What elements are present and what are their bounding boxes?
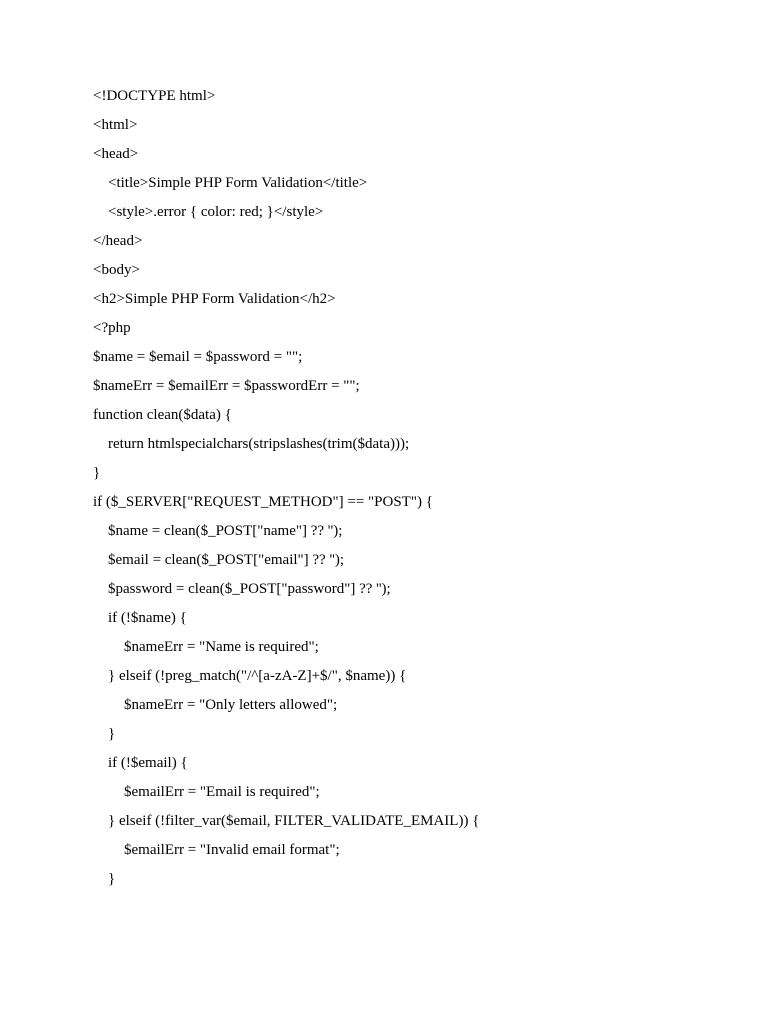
code-line: $emailErr = "Invalid email format";: [124, 842, 340, 858]
code-line: $password = clean($_POST["password"] ?? '');: [108, 581, 391, 597]
code-line: $nameErr = "Only letters allowed";: [124, 697, 338, 713]
code-listing: [93, 86, 479, 898]
code-line: <!DOCTYPE html>: [93, 88, 216, 104]
code-line: $email = clean($_POST["email"] ?? '');: [108, 552, 345, 568]
code-line: if ($_SERVER["REQUEST_METHOD"] == "POST") {: [93, 494, 433, 510]
code-line: $emailErr = "Email is required";: [124, 784, 320, 800]
code-line: <head>: [93, 146, 139, 162]
code-line: }: [108, 871, 116, 887]
code-line: <style>.error { color: red; }</style>: [108, 204, 324, 220]
code-line: return htmlspecialchars(stripslashes(trim($data)));: [108, 436, 410, 452]
code-line: $name = clean($_POST["name"] ?? '');: [108, 523, 343, 539]
code-line: if (!$name) {: [108, 610, 187, 626]
code-line: } elseif (!preg_match("/^[a-zA-Z]+$/", $name)) {: [108, 668, 407, 684]
code-line: <?php: [93, 320, 131, 336]
code-line: }: [93, 465, 101, 481]
code-line: } elseif (!filter_var($email, FILTER_VALIDATE_EMAIL)) {: [108, 813, 480, 829]
code-line: function clean($data) {: [93, 407, 232, 423]
code-line: $nameErr = "Name is required";: [124, 639, 319, 655]
code-line: if (!$email) {: [108, 755, 188, 771]
code-line: <html>: [93, 117, 138, 133]
code-line: }: [108, 726, 116, 742]
code-line: <body>: [93, 262, 140, 278]
code-line: $name = $email = $password = "";: [93, 349, 303, 365]
code-line: <h2>Simple PHP Form Validation</h2>: [93, 291, 336, 307]
code-line: </head>: [93, 233, 143, 249]
code-line: $nameErr = $emailErr = $passwordErr = "";: [93, 378, 360, 394]
code-line: <title>Simple PHP Form Validation</title>: [108, 175, 368, 191]
